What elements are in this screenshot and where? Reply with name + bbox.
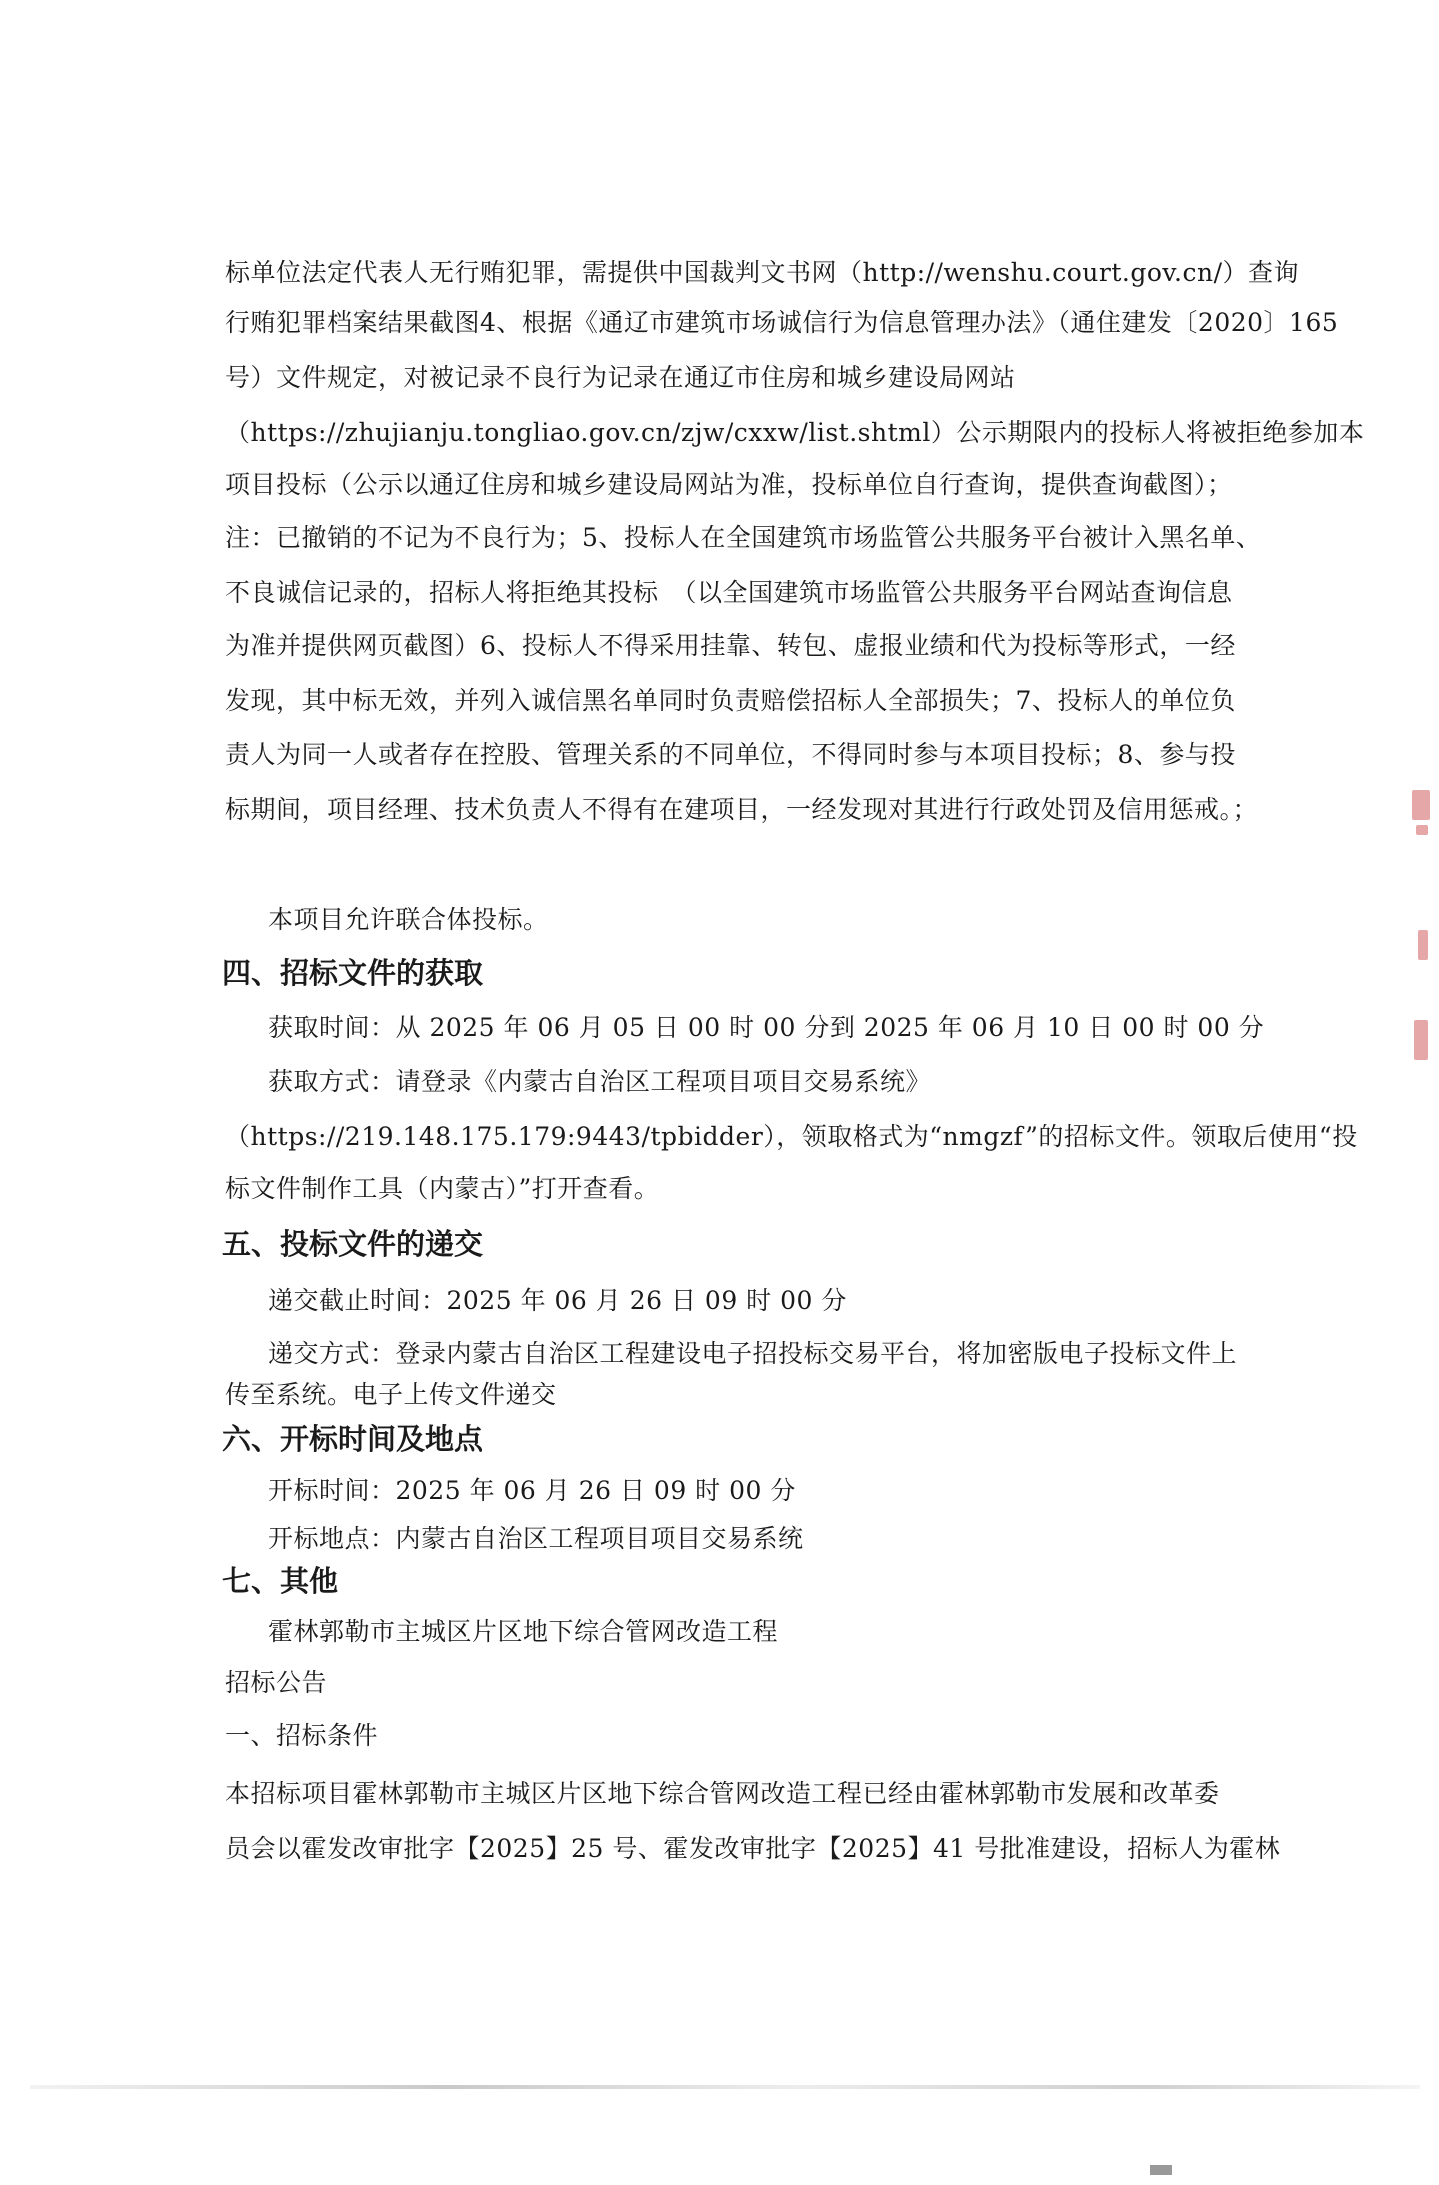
body-line: 标单位法定代表人无行贿犯罪，需提供中国裁判文书网（http://wenshu.court.gov.cn/）查询	[225, 258, 1300, 287]
opening-time: 开标时间：2025 年 06 月 26 日 09 时 00 分	[268, 1476, 796, 1505]
body-line: 行贿犯罪档案结果截图4、根据《通辽市建筑市场诚信行为信息管理办法》（通住建发〔2020〕165	[225, 308, 1339, 337]
scan-edge-line	[30, 2085, 1420, 2089]
body-line: 项目投标（公示以通辽住房和城乡建设局网站为准，投标单位自行查询，提供查询截图）；	[225, 470, 1233, 499]
body-line: 发现，其中标无效，并列入诚信黑名单同时负责赔偿招标人全部损失；7、投标人的单位负	[225, 686, 1236, 715]
notice-title: 招标公告	[225, 1668, 328, 1697]
condition-text-line: 本招标项目霍林郭勒市主城区片区地下综合管网改造工程已经由霍林郭勒市发展和改革委	[225, 1779, 1220, 1808]
acquisition-time: 获取时间：从 2025 年 06 月 05 日 00 时 00 分到 2025 年 06 月 10 日 00 时 00 分	[268, 1013, 1265, 1042]
body-line: 号）文件规定，对被记录不良行为记录在通辽市住房和城乡建设局网站	[225, 363, 1016, 392]
condition-text-line: 员会以霍发改审批字【2025】25 号、霍发改审批字【2025】41 号批准建设，招标人为霍林	[225, 1834, 1281, 1863]
submission-method-cont: 传至系统。电子上传文件递交	[225, 1380, 557, 1409]
section-heading-4: 四、招标文件的获取	[222, 956, 484, 990]
body-line: 不良诚信记录的，招标人将拒绝其投标 （以全国建筑市场监管公共服务平台网站查询信息	[225, 578, 1233, 607]
acquisition-tool-line: 标文件制作工具（内蒙古）”打开查看。	[225, 1174, 660, 1203]
body-line: 为准并提供网页截图）6、投标人不得采用挂靠、转包、虚报业绩和代为投标等形式，一经	[225, 631, 1236, 660]
body-line: 责人为同一人或者存在控股、管理关系的不同单位，不得同时参与本项目投标；8、参与投	[225, 740, 1236, 769]
opening-place: 开标地点：内蒙古自治区工程项目项目交易系统	[268, 1524, 804, 1553]
body-line: 标期间，项目经理、技术负责人不得有在建项目，一经发现对其进行行政处罚及信用惩戒。；	[225, 795, 1259, 824]
condition-heading: 一、招标条件	[225, 1721, 379, 1750]
page-number-mark	[1150, 2165, 1172, 2175]
submission-method: 递交方式：登录内蒙古自治区工程建设电子招投标交易平台，将加密版电子投标文件上	[268, 1339, 1238, 1368]
section-heading-6: 六、开标时间及地点	[222, 1422, 484, 1456]
body-line: 注：已撤销的不记为不良行为；5、投标人在全国建筑市场监管公共服务平台被计入黑名单、	[225, 523, 1262, 552]
body-line: （https://zhujianju.tongliao.gov.cn/zjw/cxxw/list.shtml）公示期限内的投标人将被拒绝参加本	[225, 418, 1365, 447]
consortium-statement: 本项目允许联合体投标。	[268, 905, 549, 934]
project-name: 霍林郭勒市主城区片区地下综合管网改造工程	[268, 1617, 779, 1646]
acquisition-method: 获取方式：请登录《内蒙古自治区工程项目项目交易系统》	[268, 1067, 932, 1096]
section-heading-5: 五、投标文件的递交	[222, 1227, 484, 1261]
section-heading-7: 七、其他	[222, 1564, 339, 1598]
acquisition-url-line: （https://219.148.175.179:9443/tpbidder），领取格式为“nmgzf”的招标文件。领取后使用“投	[225, 1122, 1358, 1151]
seal-trace-marks	[1408, 780, 1436, 1080]
submission-deadline: 递交截止时间：2025 年 06 月 26 日 09 时 00 分	[268, 1286, 847, 1315]
